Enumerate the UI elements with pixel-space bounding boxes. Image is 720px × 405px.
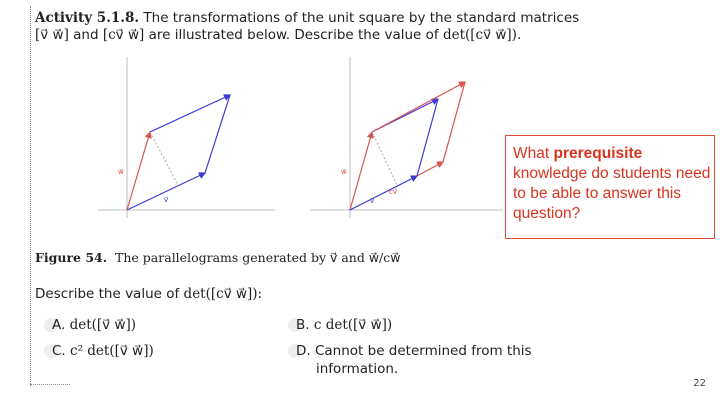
question-expr: det([cv⃗ w⃗]): (183, 286, 263, 302)
left-w-vector (127, 132, 150, 210)
choice-d-line2: information. (316, 361, 399, 377)
choice-c-text: c² det([v⃗ w⃗]) (70, 343, 154, 359)
choice-b-text: c det([v⃗ w⃗]) (313, 317, 393, 333)
choice-b-letter: B. (296, 317, 310, 333)
choice-a[interactable] (52, 316, 136, 334)
right-cv-label-2: cv⃗ (389, 188, 398, 196)
right-outer-right (443, 82, 465, 162)
right-w-vector-2 (350, 132, 375, 210)
activity-heading (35, 10, 595, 44)
question-text (35, 286, 262, 302)
choice-c-letter: C. (52, 343, 66, 359)
bottom-dotted-border (30, 384, 70, 385)
right-v-vector-2 (350, 176, 417, 210)
right-outer-top (372, 82, 465, 132)
activity-line1: The transformations of the unit square by the standard matrices (143, 10, 580, 26)
caption-text: The parallelograms generated by v⃗ and w⃗/cw⃗ (115, 250, 401, 265)
page-number: 22 (693, 378, 706, 389)
activity-label: Activity 5.1.8. (35, 10, 140, 26)
right-inner-right (417, 99, 438, 176)
activity-line2: are illustrated below. Describe the value of (148, 27, 439, 43)
right-w-label-2: w⃗ (341, 168, 347, 176)
left-dotted-border (30, 6, 31, 386)
right-dashed-line (372, 132, 397, 185)
matrix-cv-w: [cv⃗ w⃗] (102, 27, 145, 43)
choice-a-letter: A. (52, 317, 66, 333)
and-word: and (73, 27, 99, 43)
prerequisite-callout (505, 135, 715, 239)
choice-c[interactable] (52, 342, 154, 360)
question-prefix: Describe the value of (35, 286, 180, 302)
right-cv-extension (417, 162, 443, 176)
callout-bold: prerequisite (553, 145, 643, 162)
choice-d-line1: Cannot be determined from this (314, 343, 532, 359)
left-v-label: v⃗ (164, 196, 169, 204)
left-dashed-line (150, 132, 178, 185)
caption-label: Figure 54. (35, 250, 108, 265)
callout-rest: knowledge do students need to be able to answer this question? (513, 165, 711, 222)
left-v-vector (127, 173, 205, 210)
left-top-edge (150, 95, 230, 132)
choice-a-text: det([v⃗ w⃗]) (69, 317, 137, 333)
choice-b[interactable] (296, 316, 392, 334)
choice-d[interactable] (296, 342, 532, 378)
figure-right-panel (305, 52, 505, 222)
figure-caption (35, 250, 401, 265)
left-right-edge (205, 95, 230, 173)
left-w-label: w⃗ (118, 168, 124, 176)
matrix-v-w: [v⃗ w⃗] (35, 27, 69, 43)
callout-pre: What (513, 145, 550, 162)
det-expression: det([cv⃗ w⃗]). (442, 27, 522, 43)
right-v-label-2: v⃗ (370, 197, 375, 205)
choice-d-letter: D. (296, 343, 311, 359)
